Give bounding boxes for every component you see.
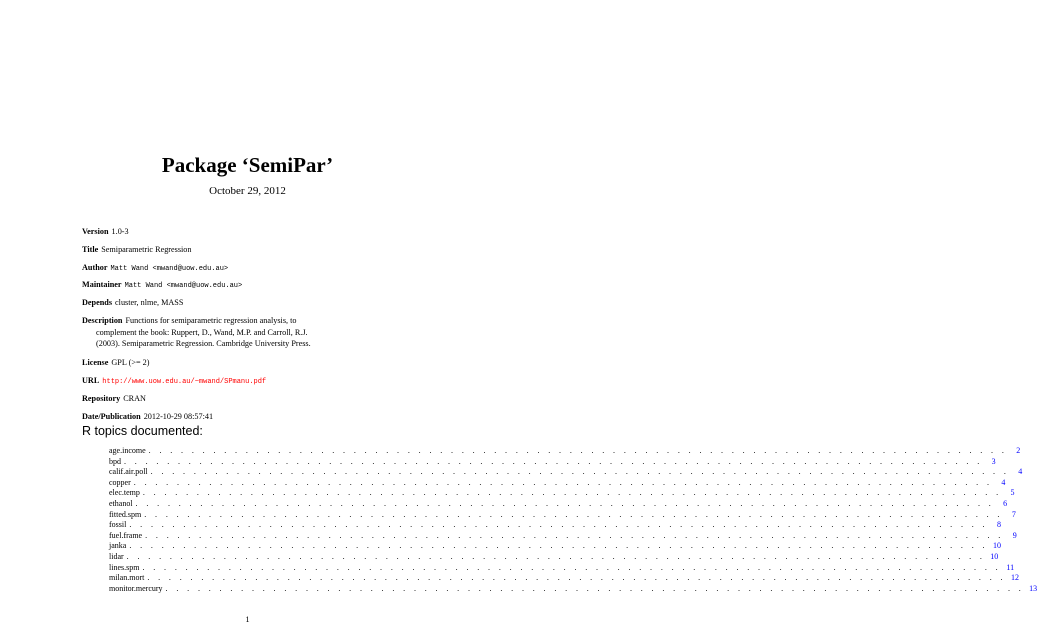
toc-item-name[interactable]: milan.mort: [109, 573, 145, 583]
toc-item[interactable]: [109, 530, 1017, 542]
field-depends: [82, 297, 422, 309]
field-value: Matt Wand <mwand@uow.edu.au>: [110, 265, 229, 273]
field-description: [82, 315, 422, 350]
toc-item-page-link[interactable]: 10: [992, 541, 1001, 551]
field-label: Repository: [82, 394, 121, 403]
field-label: Description: [82, 316, 123, 325]
description-line: (2003). Semiparametric Regression. Cambridge University Press.: [96, 339, 311, 348]
field-label: Title: [82, 245, 99, 254]
toc-item-page-link[interactable]: 9: [1012, 530, 1017, 540]
field-repository: [82, 393, 422, 405]
toc-leader-dots: . . . . . . . . . . . . . . . . . . . . . . . . . . . . . . . . . . . . . . . . . . . . . . . . . . . . . . . . . . . . . . . . . . . . . . . . . . . . . . . .: [124, 456, 983, 466]
toc-item[interactable]: [109, 467, 1023, 478]
toc-item-name[interactable]: monitor.mercury: [109, 583, 163, 593]
toc-item-page-link[interactable]: 11: [1006, 562, 1015, 572]
toc-item-name[interactable]: calif.air.poll: [109, 467, 148, 477]
toc-item-name[interactable]: fossil: [109, 520, 127, 530]
field-value: GPL (>= 2): [111, 358, 150, 367]
field-value: cluster, nlme, MASS: [115, 298, 184, 307]
toc-leader-dots: . . . . . . . . . . . . . . . . . . . . . . . . . . . . . . . . . . . . . . . . . . . . . . . . . . . . . . . . . . . . . . . . . . . . . . . . . . . . . . . .: [129, 520, 988, 530]
field-label: Author: [82, 263, 108, 272]
toc-item-page-link[interactable]: 12: [1010, 573, 1019, 583]
toc-item-page-link[interactable]: 4: [1018, 467, 1023, 477]
toc-item-page-link[interactable]: 10: [990, 551, 999, 561]
toc-item-name[interactable]: lines.spm: [109, 562, 140, 572]
toc-item-name[interactable]: age.income: [109, 446, 146, 455]
toc-item-name[interactable]: bpd: [109, 456, 121, 466]
toc-item-name[interactable]: fuel.frame: [109, 530, 143, 540]
toc-leader-dots: . . . . . . . . . . . . . . . . . . . . . . . . . . . . . . . . . . . . . . . . . . . . . . . . . . . . . . . . . . . . . . . . . . . . . . . . . . . . . . . .: [133, 477, 993, 487]
toc-item[interactable]: [109, 583, 1037, 595]
toc-item[interactable]: [109, 541, 1001, 552]
toc-item-page-link[interactable]: 4: [1001, 477, 1006, 487]
field-value: 1.0-3: [111, 227, 129, 236]
field-label: URL: [82, 376, 100, 385]
toc-leader-dots: . . . . . . . . . . . . . . . . . . . . . . . . . . . . . . . . . . . . . . . . . . . . . . . . . . . . . . . . . . . . . . . . . . . . . . . . . . . . . . . .: [165, 583, 1025, 593]
toc-leader-dots: . . . . . . . . . . . . . . . . . . . . . . . . . . . . . . . . . . . . . . . . . . . . . . . . . . . . . . . . . . . . . . . . . . . . . . . . . . . . . . . .: [135, 498, 995, 508]
field-url: [82, 375, 422, 389]
toc-item-name[interactable]: janka: [109, 541, 127, 551]
toc-item-page-link[interactable]: 6: [1003, 498, 1008, 508]
toc-item-name[interactable]: elec.temp: [109, 488, 140, 498]
field-version: [82, 226, 422, 238]
toc-leader-dots: . . . . . . . . . . . . . . . . . . . . . . . . . . . . . . . . . . . . . . . . . . . . . . . . . . . . . . . . . . . . . . . . . . . . . . . . . . . . . . . .: [148, 446, 1008, 455]
page-number: 1: [245, 614, 250, 624]
toc-item-page-link[interactable]: 7: [1011, 509, 1016, 519]
field-label: License: [82, 358, 109, 367]
toc-leader-dots: . . . . . . . . . . . . . . . . . . . . . . . . . . . . . . . . . . . . . . . . . . . . . . . . . . . . . . . . . . . . . . . . . . . . . . . . . . . . . . . .: [142, 488, 1002, 498]
field-value: Matt Wand <mwand@uow.edu.au>: [124, 282, 243, 290]
toc-list: [109, 446, 1037, 594]
toc-item[interactable]: [109, 573, 1019, 584]
toc-leader-dots: . . . . . . . . . . . . . . . . . . . . . . . . . . . . . . . . . . . . . . . . . . . . . . . . . . . . . . . . . . . . . . . . . . . . . . . . . . . . . . . .: [126, 551, 986, 561]
field-value: CRAN: [123, 394, 146, 403]
toc-item[interactable]: [109, 456, 996, 468]
toc-item[interactable]: [109, 477, 1006, 489]
toc-leader-dots: . . . . . . . . . . . . . . . . . . . . . . . . . . . . . . . . . . . . . . . . . . . . . . . . . . . . . . . . . . . . . . . . . . . . . . . . . . . . . . . .: [129, 541, 988, 551]
field-label: Version: [82, 227, 109, 236]
toc-item[interactable]: [109, 520, 1001, 531]
toc-item-name[interactable]: lidar: [109, 551, 124, 561]
url-link[interactable]: http://www.uow.edu.au/~mwand/SPmanu.pdf: [102, 378, 267, 386]
field-author: [82, 262, 422, 276]
toc-item[interactable]: [109, 509, 1016, 521]
field-value: 2012-10-29 08:57:41: [143, 412, 214, 421]
toc-leader-dots: . . . . . . . . . . . . . . . . . . . . . . . . . . . . . . . . . . . . . . . . . . . . . . . . . . . . . . . . . . . . . . . . . . . . . . . . . . . . . . . .: [150, 467, 1010, 477]
toc-heading: R topics documented:: [82, 424, 203, 438]
toc-item-name[interactable]: fitted.spm: [109, 509, 142, 519]
toc-item-page-link[interactable]: 8: [996, 520, 1001, 530]
field-label: Maintainer: [82, 280, 122, 289]
toc-leader-dots: . . . . . . . . . . . . . . . . . . . . . . . . . . . . . . . . . . . . . . . . . . . . . . . . . . . . . . . . . . . . . . . . . . . . . . . . . . . . . . . .: [147, 573, 1006, 583]
description-line: complement the book: Ruppert, D., Wand, M.P. and Carroll, R.J.: [96, 327, 308, 337]
field-value: Functions for semiparametric regression analysis, to: [125, 316, 297, 325]
field-label: Depends: [82, 298, 113, 307]
field-date-publication: [82, 411, 422, 423]
toc-item[interactable]: [109, 498, 1008, 510]
toc-item-page-link[interactable]: 2: [1016, 446, 1021, 455]
toc-item[interactable]: [109, 551, 999, 563]
toc-leader-dots: . . . . . . . . . . . . . . . . . . . . . . . . . . . . . . . . . . . . . . . . . . . . . . . . . . . . . . . . . . . . . . . . . . . . . . . . . . . . . . . .: [142, 562, 1002, 572]
toc-item-name[interactable]: ethanol: [109, 498, 133, 508]
field-label: Date/Publication: [82, 412, 141, 421]
field-license: [82, 357, 422, 369]
field-value: Semiparametric Regression: [101, 245, 192, 254]
field-maintainer: [82, 279, 422, 293]
toc-item[interactable]: [109, 562, 1015, 574]
toc-item[interactable]: [109, 446, 1021, 457]
toc-leader-dots: . . . . . . . . . . . . . . . . . . . . . . . . . . . . . . . . . . . . . . . . . . . . . . . . . . . . . . . . . . . . . . . . . . . . . . . . . . . . . . . .: [144, 509, 1003, 519]
toc-item-page-link[interactable]: 13: [1029, 583, 1037, 593]
toc-item-page-link[interactable]: 3: [991, 456, 996, 466]
toc-item[interactable]: [109, 488, 1015, 499]
package-title: Package ‘SemiPar’: [161, 153, 334, 177]
field-title: [82, 244, 422, 256]
toc-item-name[interactable]: copper: [109, 477, 131, 487]
toc-leader-dots: . . . . . . . . . . . . . . . . . . . . . . . . . . . . . . . . . . . . . . . . . . . . . . . . . . . . . . . . . . . . . . . . . . . . . . . . . . . . . . . .: [145, 530, 1004, 540]
package-date: October 29, 2012: [209, 185, 286, 197]
toc-item-page-link[interactable]: 5: [1010, 488, 1015, 498]
